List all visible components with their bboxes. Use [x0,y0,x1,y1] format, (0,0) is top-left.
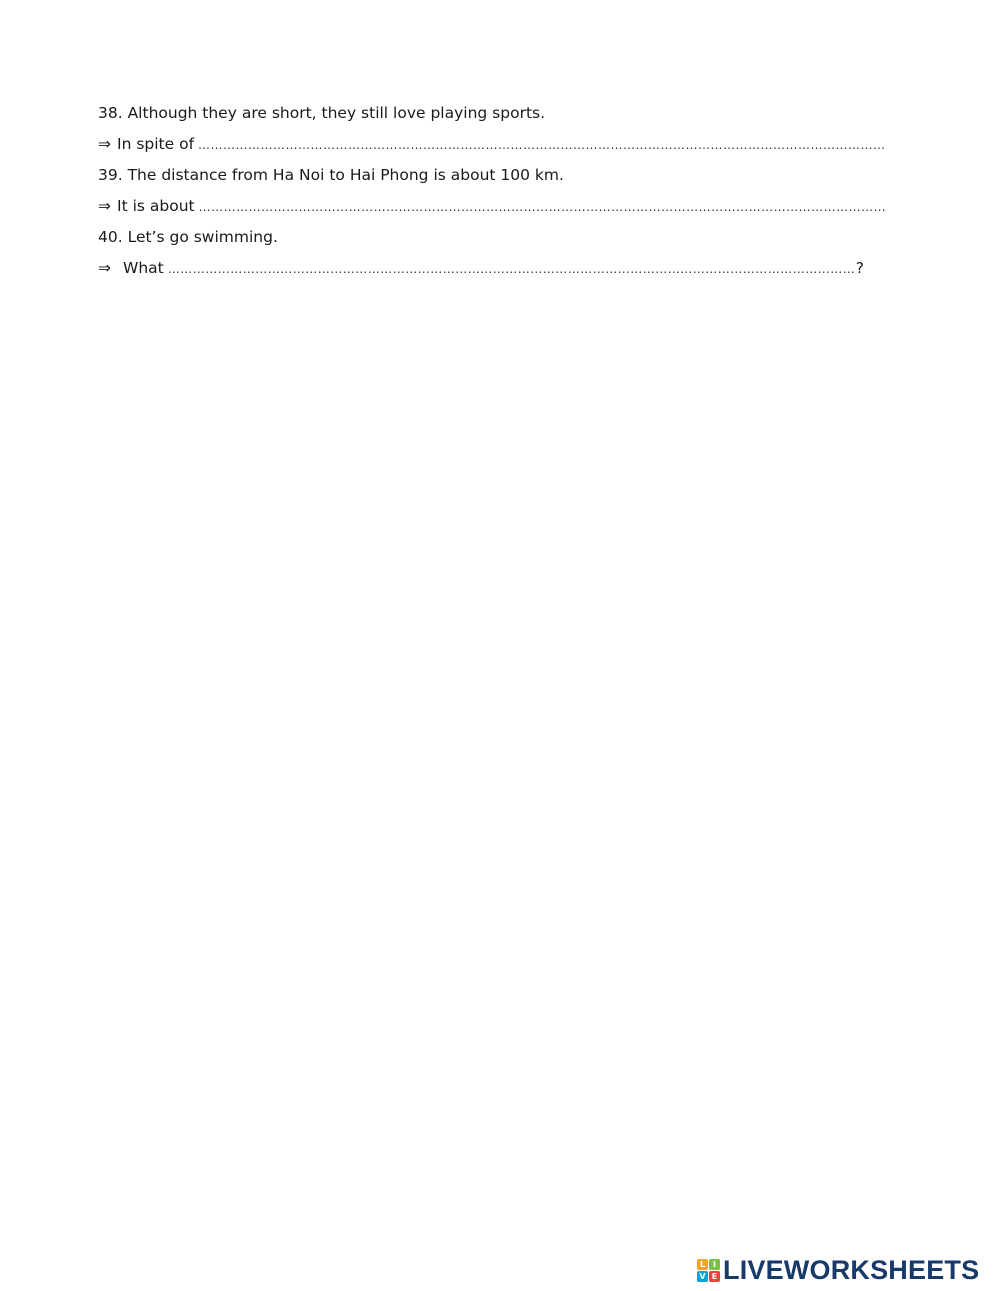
question-39-prompt: 39. The distance from Ha Noi to Hai Phong is about 100 km. [98,166,564,184]
answer-blank[interactable] [199,192,886,222]
answer-blank[interactable] [198,130,886,160]
answer-prompt: It is about [117,197,195,215]
logo-block: E [709,1271,720,1282]
question-40-prompt: 40. Let’s go swimming. [98,228,278,246]
logo-text: LIVEWORKSHEETS [723,1254,980,1285]
question-38-prompt: 38. Although they are short, they still love playing sports. [98,104,546,122]
arrow-icon: ⇒ [98,197,111,215]
answer-blank[interactable] [168,254,855,284]
question-mark: ? [855,259,864,277]
worksheet [98,98,898,284]
arrow-icon: ⇒ [98,259,111,277]
answer-prompt: In spite of [117,135,195,153]
logo-block: I [709,1259,720,1270]
question-38-answer-line [98,129,886,160]
logo-block: L [697,1259,708,1270]
answer-prompt: What [123,259,164,277]
arrow-icon: ⇒ [98,135,111,153]
question-40-answer-line [98,253,864,284]
liveworksheets-logo [697,1256,979,1284]
logo-block: V [697,1271,708,1282]
logo-blocks-icon [697,1259,720,1282]
question-39-answer-line [98,191,886,222]
